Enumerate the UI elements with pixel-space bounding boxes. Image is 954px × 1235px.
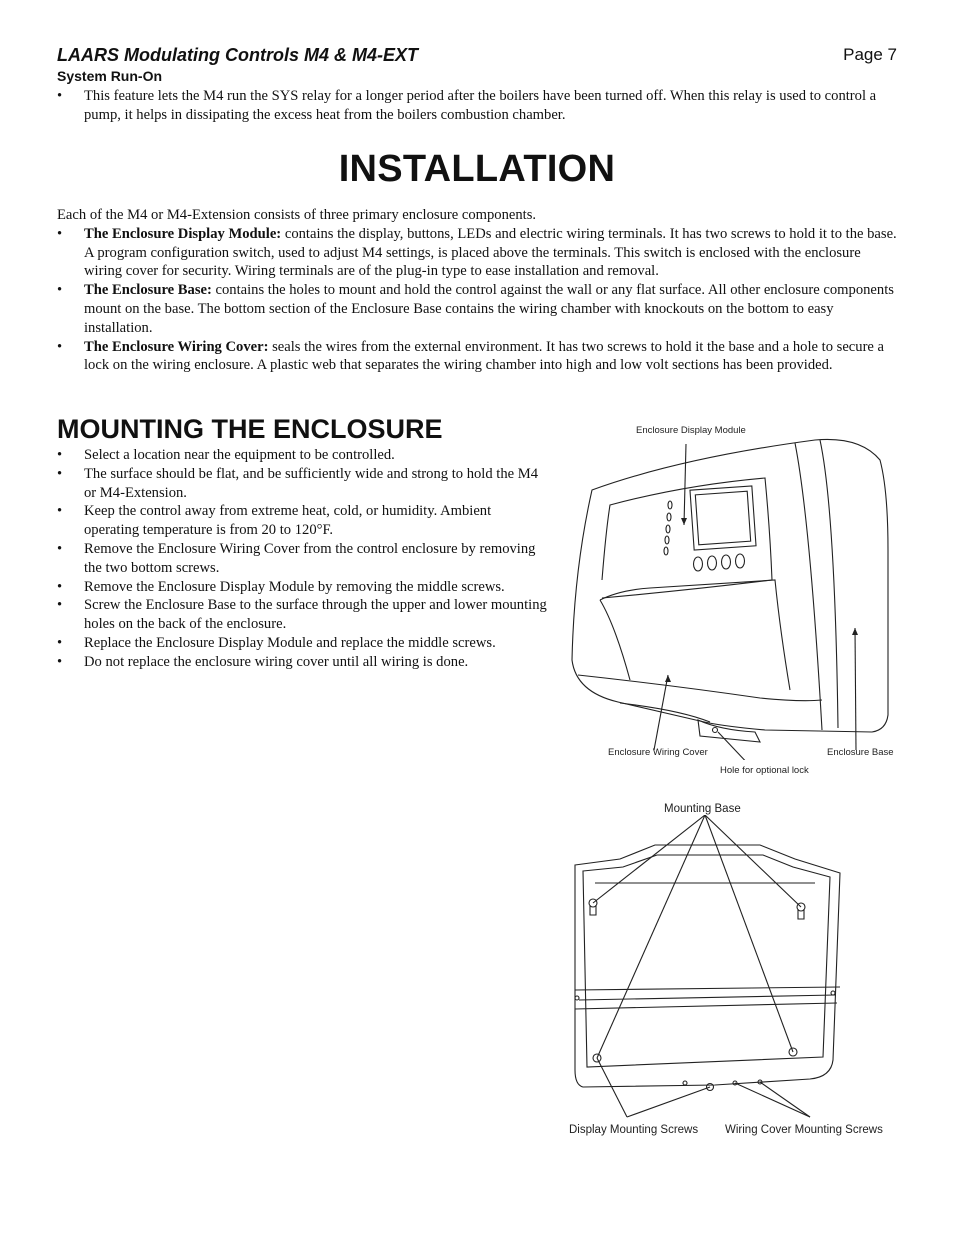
label-mounting-base: Mounting Base xyxy=(664,803,741,815)
bullet: • xyxy=(57,447,63,463)
mounting-step: Remove the Enclosure Wiring Cover from the control enclosure by removing the two bottom screws. xyxy=(84,540,536,576)
bullet: • xyxy=(57,503,63,520)
list-item xyxy=(57,596,547,634)
list-item xyxy=(57,634,547,653)
bullet: • xyxy=(57,578,63,595)
label-display-mounting-screws: Display Mounting Screws xyxy=(569,1124,699,1136)
system-run-on-heading: System Run-On xyxy=(57,68,163,84)
list-item xyxy=(57,465,547,503)
component-term: The Enclosure Display Module: xyxy=(84,225,282,242)
bullet: • xyxy=(57,465,63,482)
mounting-step: Do not replace the enclosure wiring cover until all wiring is done. xyxy=(84,653,469,670)
list-item xyxy=(57,540,547,578)
component-description: contains the display, buttons, LEDs and electric wiring terminals. It has two screws to hold it to the base. A program configuration switch, used to adjust M4 settings, is placed above the terminals. This switch is enclosed with the enclosure wiring cover for security. Wiring terminals are of the plug-in type to ease installation and removal. xyxy=(84,225,897,280)
mounting-heading: MOUNTING THE ENCLOSURE xyxy=(57,414,443,444)
bullet: • xyxy=(57,653,63,670)
label-enclosure-base: Enclosure Base xyxy=(827,747,894,758)
system-run-on-text: This feature lets the M4 run the SYS relay for a longer period after the boilers have been turned off. When this relay is used to control a pump, it helps in dissipating the excess heat from the boilers combustion chamber. xyxy=(84,88,877,123)
label-enclosure-display-module: Enclosure Display Module xyxy=(636,425,746,436)
mounting-step: Keep the control away from extreme heat, cold, or humidity. Ambient operating temperature is from 20 to 120°F. xyxy=(84,503,492,539)
component-term: The Enclosure Wiring Cover: xyxy=(84,338,269,355)
list-item xyxy=(57,338,899,376)
installation-section xyxy=(57,206,899,375)
mounting-base-drawing xyxy=(565,815,855,1127)
bullet: • xyxy=(57,540,63,557)
list-item xyxy=(57,281,899,337)
label-hole-for-optional-lock: Hole for optional lock xyxy=(720,765,809,776)
list-item xyxy=(57,87,899,125)
mounting-step: Replace the Enclosure Display Module and replace the middle screws. xyxy=(84,634,496,651)
bullet: • xyxy=(57,634,63,651)
mounting-step: Remove the Enclosure Display Module by removing the middle screws. xyxy=(84,578,505,595)
enclosure-drawing xyxy=(560,430,900,760)
mounting-step: The surface should be flat, and be sufficiently wide and strong to hold the M4 or M4-Extension. xyxy=(84,465,539,501)
list-item xyxy=(57,653,547,672)
bullet: • xyxy=(57,338,63,355)
installation-intro: Each of the M4 or M4-Extension consists of three primary enclosure components. xyxy=(57,207,537,223)
list-item xyxy=(57,446,547,465)
installation-heading: INSTALLATION xyxy=(338,148,616,190)
label-enclosure-wiring-cover: Enclosure Wiring Cover xyxy=(608,747,708,758)
component-description: contains the holes to mount and hold the control against the wall or any flat surface. All other enclosure components mount on the base. The bottom section of the Enclosure Base contains the wiring chamber with knockouts on the bottom to easy installation. xyxy=(84,282,894,336)
system-run-on-section xyxy=(57,87,899,125)
document-title: LAARS Modulating Controls M4 & M4-EXT xyxy=(57,45,418,65)
mounting-step: Select a location near the equipment to be controlled. xyxy=(84,447,395,463)
list-item xyxy=(57,502,547,540)
mounting-steps-list xyxy=(57,446,547,672)
component-term: The Enclosure Base: xyxy=(84,282,212,299)
label-wiring-cover-mounting-screws: Wiring Cover Mounting Screws xyxy=(725,1124,883,1136)
bullet: • xyxy=(57,282,63,299)
bullet: • xyxy=(57,225,63,242)
bullet: • xyxy=(57,88,63,104)
list-item xyxy=(57,578,547,597)
mounting-step: Screw the Enclosure Base to the surface through the upper and lower mounting holes on the back of the enclosure. xyxy=(84,597,547,633)
page-number: Page 7 xyxy=(843,45,897,64)
list-item xyxy=(57,225,899,281)
bullet: • xyxy=(57,597,63,614)
component-description: seals the wires from the external environment. It has two screws to hold it the base and a hole to secure a lock on the wiring enclosure. A plastic web that separates the wiring chamber into high and low volt sections has been provided. xyxy=(84,338,885,374)
